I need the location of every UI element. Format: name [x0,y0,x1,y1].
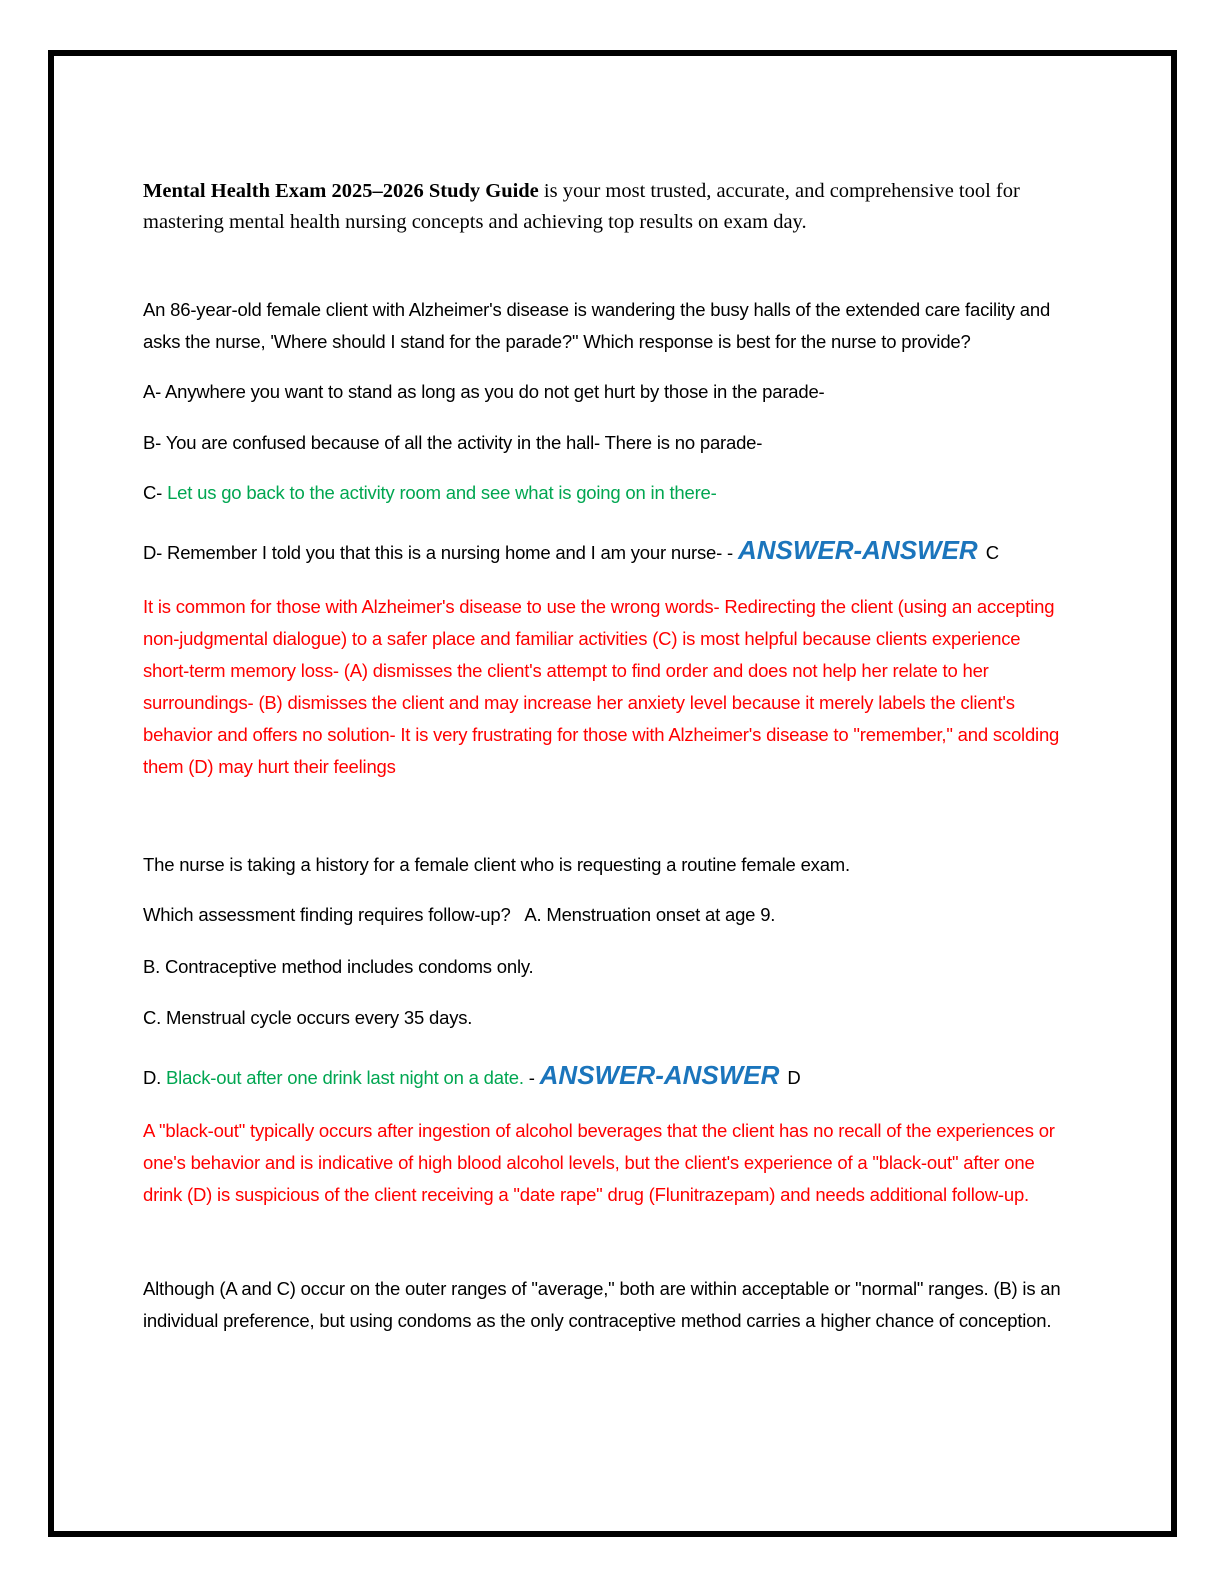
q2-rationale: A "black-out" typically occurs after ingestion of alcohol beverages that the client has no recall of the experiences or one's behavior and is indicative of high blood alcohol levels, but the client's experience of a "black-out" after one drink (D) is suspicious of the client receiving a "date rape" drug (Flunitrazepam) and needs additional follow-up. [143,1120,1055,1205]
study-guide-title: Mental Health Exam 2025–2026 Study Guide [143,179,539,202]
q2-answer-label: ANSWER-ANSWER [539,1059,780,1090]
question-1-text: An 86-year-old female client with Alzheimer's disease is wandering the busy halls of the extended care facility and asks the nurse, 'Where should I stand for the parade?" Which response is best for the nurse to provide? [143,298,1051,352]
question-2-intro-line2: Which assessment finding requires follow-up? A. Menstruation onset at age 9. [143,904,776,925]
q2-answer-letter: D [787,1066,801,1088]
q2-option-d-separator: - [523,1066,540,1088]
q2-option-b: B. Contraceptive method includes condoms only. [143,956,534,977]
q2-option-c: C. Menstrual cycle occurs every 35 days. [143,1006,473,1028]
intro-text: is your most trusted, accurate, and comprehensive tool for mastering mental health nursing concepts and achieving top results on exam day. [143,179,1020,233]
q1-option-a: A- Anywhere you want to stand as long as you do not get hurt by those in the parade- [143,381,825,402]
q1-option-c-text: Let us go back to the activity room and see what is going on in there- [167,482,717,503]
q2-option-d [143,1056,1067,1097]
intro-paragraph [143,176,1067,238]
question-2-intro-line1: The nurse is taking a history for a female client who is requesting a routine female exam. [143,853,850,875]
q1-option-d-text: D- Remember I told you that this is a nursing home and I am your nurse- - [143,542,738,563]
q1-option-c-prefix: C- [143,482,168,503]
q2-note: Although (A and C) occur on the outer ranges of "average," both are within acceptable or "normal" ranges. (B) is an individual preference, but using condoms as the only contraceptive method carries a higher chance of conception. [143,1278,1061,1331]
q1-option-b: B- You are confused because of all the activity in the hall- There is no parade- [143,431,763,453]
q1-rationale: It is common for those with Alzheimer's disease to use the wrong words- Redirecting the client (using an accepting non-judgmental dialogue) to a safer place and familiar activities (C) is most helpful because clients experience short-term memory loss- (A) dismisses the client's attempt to find order and does not help her relate to her surroundings- (B) dismisses the client and may increase her anxiety level because it merely labels the client's behavior and offers no solution- It is very frustrating for those with Alzheimer's disease to "remember," and scolding them (D) may hurt their feelings [143,595,1060,777]
q1-option-d [143,531,1067,572]
q1-answer-label: ANSWER-ANSWER [737,535,978,565]
page-border-frame [48,50,1177,1537]
q1-option-c [143,477,1067,509]
q1-answer-letter: C [985,542,999,563]
q2-option-d-text: Black-out after one drink last night on a date. [166,1066,524,1088]
q2-option-d-prefix: D. [143,1066,167,1088]
